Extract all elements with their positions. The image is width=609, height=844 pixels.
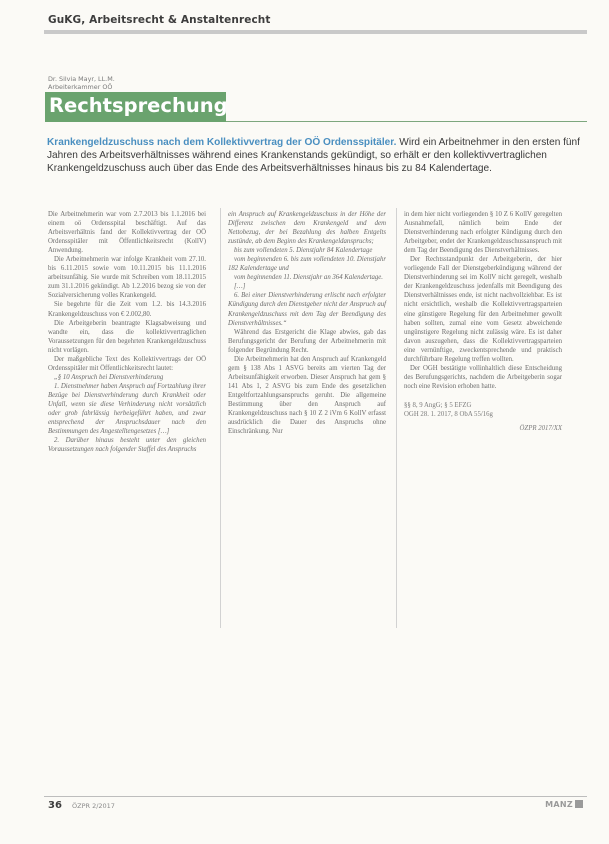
- quote-paragraph: ein Anspruch auf Krankengeldzuschuss in der Höhe der Differenz zwischen dem Krankengeld und dem Nettobezug, der bei Bezahlung des halben Entgelts zustünde, ab dem Beginn des Krankengeldanspruchs;: [228, 211, 386, 246]
- title-rule: [226, 121, 587, 122]
- paragraph: Die Arbeitnehmerin hat den Anspruch auf Krankengeld gem § 138 Abs 1 ASVG bereits am vierten Tag der Arbeitsunfähigkeit erworben. Dieser Anspruch hat gem § 141 Abs 1, 2 ASVG bis zum Ende des gesetzlichen Entgeltfortzahlungsanspruchs geruht. Die allgemeine Bestimmung über den Anspruch auf Krankengeldzuschuss nach § 10 Z 2 iVm 6 KollV erfasst ausdrücklich die Dauer des Anspruchs ohne Einschränkung. Nur: [228, 355, 386, 436]
- paragraph: Die Arbeitnehmerin war vom 2.7.2013 bis 1.1.2016 bei einem oö Ordensspital beschäftigt. Auf das Arbeitsverhältnis fand der Kollektivvertrag der OÖ Ordensspitäler mit Öffentlichkeitsrecht (KollV) Anwendung.: [48, 211, 206, 255]
- legal-references: [404, 401, 562, 419]
- quote-paragraph: […]: [234, 283, 246, 291]
- quote-heading: „§ 10 Anspruch bei Dienstverhinderung: [54, 373, 164, 381]
- paragraph: Der Rechtsstandpunkt der Arbeitgeberin, der hier vorliegende Fall der Dienstgeberkündigung während der Dienstverhinderung sei im KollV nicht geregelt, weshalb der Krankengeldzuschuss jedenfalls mit Beendigung des Dienstverhältnisses ende, ist nicht nachvollziehbar. Es ist nicht ersichtlich, weshalb die Kollektivvertragsparteien eine günstigere Regelung für den Arbeitnehmer gewollt haben sollten, zumal eine vom Gesetz abweichende ungünstigere Regelung nicht zulässig wäre. Es ist daher davon auszugehen, dass die Kollektivvertragsparteien eine vernünftige, zweckentsprechende und praktisch durchführbare Regelung treffen wollten.: [404, 256, 562, 363]
- column-divider: [220, 208, 221, 628]
- text-column-2: [228, 210, 386, 436]
- quote-paragraph: vom beginnenden 11. Dienstjahr an 364 Kalendertage.: [234, 274, 384, 282]
- paragraph: Die Arbeitnehmerin war infolge Krankheit vom 27.10. bis 6.11.2015 sowie vom 10.11.2015 bis 11.1.2016 arbeitsunfähig. Sie wurde mit Schreiben vom 18.11.2015 zum 31.1.2016 gekündigt. Ab 1.2.2016 bezog sie von der Sozialversicherung volles Krankengeld.: [48, 256, 206, 300]
- running-header: GuKG, Arbeitsrecht & Anstaltenrecht: [48, 14, 271, 26]
- text-column-1: [48, 210, 206, 454]
- quote-paragraph: 2. Darüber hinaus besteht unter den gleichen Voraussetzungen nach folgender Staffel des Anspruchs: [48, 437, 206, 454]
- paragraph: Die Arbeitgeberin beantragte Klagsabweisung und wandte ein, dass die kollektivvertraglichen Voraussetzungen für den begehrten Krankengeldzuschuss nicht vorlägen.: [48, 319, 206, 354]
- statute-reference: §§ 8, 9 AngG; § 5 EFZG: [404, 401, 472, 409]
- section-title: Rechtsprechung: [49, 94, 228, 117]
- header-rule: [44, 30, 587, 34]
- lead-paragraph: [47, 136, 583, 175]
- decision-reference: OGH 28. 1. 2017, 8 ObA 55/16g: [404, 410, 493, 418]
- author-name: Dr. Silvia Mayr, LL.M.: [48, 75, 115, 83]
- author-block: [48, 75, 115, 91]
- paragraph: Während das Erstgericht die Klage abwies, gab das Berufungsgericht der Berufung der Arbeitnehmerin mit folgender Begründung Recht.: [228, 328, 386, 354]
- quote-paragraph: vom beginnenden 6. bis zum vollendeten 10. Dienstjahr 182 Kalendertage und: [228, 256, 386, 273]
- text-column-3: [404, 210, 562, 433]
- quote-paragraph: 6. Bei einer Dienstverhinderung erlischt nach erfolgter Kündigung durch den Dienstgeber nicht der Anspruch auf Krankengeldzuschuss mit dem Tag der Beendigung des Dienstverhältnisses.“: [228, 292, 387, 327]
- lead-body: Wird ein Arbeitnehmer in den ersten fünf Jahren des Arbeitsverhältnisses während eines Krankenstands gekündigt, so erhält er den kollektivvertraglichen Krankengeldzuschuss auch über das Ende des Arbeitsverhältnisses hinaus bis zu 84 Kalendertage.: [47, 137, 580, 175]
- paragraph: in dem hier nicht vorliegenden § 10 Z 6 KollV geregelten Ausnahmefall, nämlich beim Ende der Dienstverhinderung nach erfolgter Kündigung durch den Arbeitgeber, endet der Krankengeldzuschussanspruch mit dem Tag der Beendigung des Dienstverhältnisses.: [404, 211, 562, 255]
- lead-headline: Krankengeldzuschuss nach dem Kollektivvertrag der OÖ Ordensspitäler.: [47, 137, 397, 148]
- quote-paragraph: 1. Dienstnehmer haben Anspruch auf Fortzahlung ihrer Bezüge bei Dienstverhinderung durch Krankheit oder Unfall, wenn sie diese Verhinderung nicht vorsätzlich oder grob fahrlässig herbeigeführt haben, und zwar entsprechend der Anspruchsdauer nach den Bestimmungen des Angestelltengesetzes […]: [48, 382, 206, 436]
- column-divider: [396, 208, 397, 628]
- paragraph: Der OGH bestätigte vollinhaltlich diese Entscheidung des Berufungsgerichts, nachdem die Arbeitgeberin sogar noch eine Revision erhoben hatte.: [404, 364, 562, 390]
- section-title-banner: [45, 92, 226, 122]
- paragraph: Der maßgebliche Text des Kollektivvertrags der OÖ Ordensspitäler mit Öffentlichkeitsrecht lautet:: [48, 355, 206, 372]
- paragraph: Sie begehrte für die Zeit vom 1.2. bis 14.3.2016 Krankengeldzuschuss von € 2.002,80.: [48, 301, 206, 318]
- publisher-mark-icon: [575, 800, 583, 808]
- footer-rule: [44, 796, 587, 797]
- page-number: 36: [48, 800, 62, 811]
- author-affiliation: Arbeiterkammer OÖ: [48, 83, 113, 91]
- article-signature: ÖZPR 2017/XX: [519, 425, 562, 433]
- journal-name: ÖZPR 2/2017: [72, 802, 115, 810]
- publisher-name: MANZ: [545, 800, 573, 809]
- quote-paragraph: bis zum vollendeten 5. Dienstjahr 84 Kalendertage: [234, 247, 373, 255]
- publisher-logo: [545, 800, 583, 809]
